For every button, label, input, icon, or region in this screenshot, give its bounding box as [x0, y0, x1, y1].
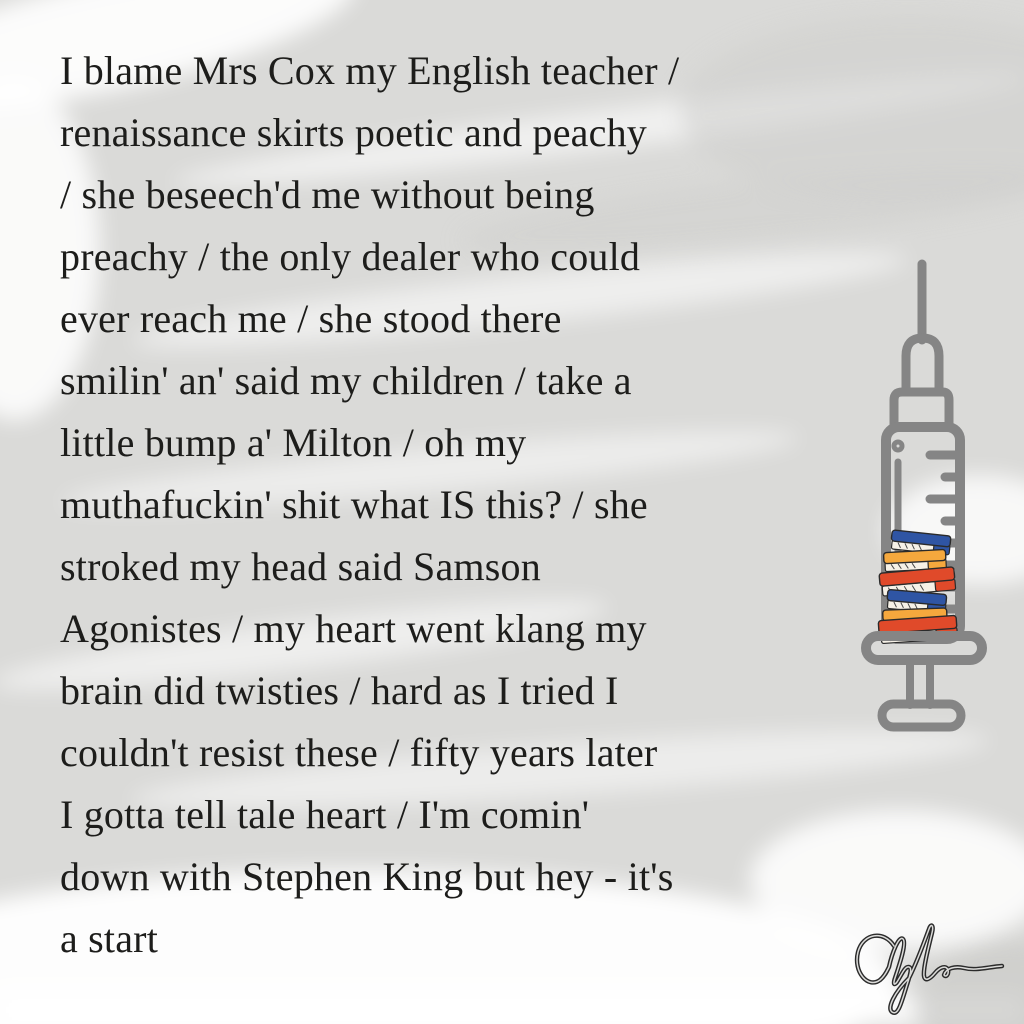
poem-line: muthafuckin' shit what IS this? / she — [60, 482, 648, 527]
book-cover — [883, 549, 945, 563]
poem-line: down with Stephen King but hey - it's — [60, 854, 674, 899]
poem-line: stroked my head said Samson — [60, 544, 541, 589]
poem-line: preachy / the only dealer who could — [60, 234, 641, 279]
poem-line: a start — [60, 916, 159, 961]
poem-line: renaissance skirts poetic and peachy — [60, 110, 647, 155]
poem-line: couldn't resist these / fifty years later — [60, 730, 658, 775]
signature-icon — [848, 922, 1012, 1020]
poem-line: / she beseech'd me without being — [60, 172, 595, 217]
poem-line: I gotta tell tale heart / I'm comin' — [60, 792, 590, 837]
signature-stroke — [857, 926, 1002, 1013]
poem-line: brain did twisties / hard as I tried I — [60, 668, 619, 713]
poem-line: Agonistes / my heart went klang my — [60, 606, 647, 651]
poem-line: I blame Mrs Cox my English teacher / — [60, 48, 680, 93]
poem-line: smilin' an' said my children / take a — [60, 358, 632, 403]
syringe-plunger — [866, 636, 982, 727]
poem-text — [60, 40, 860, 970]
poem-line: little bump a' Milton / oh my — [60, 420, 527, 465]
poem-line: ever reach me / she stood there — [60, 296, 562, 341]
syringe-icon — [850, 250, 1000, 740]
